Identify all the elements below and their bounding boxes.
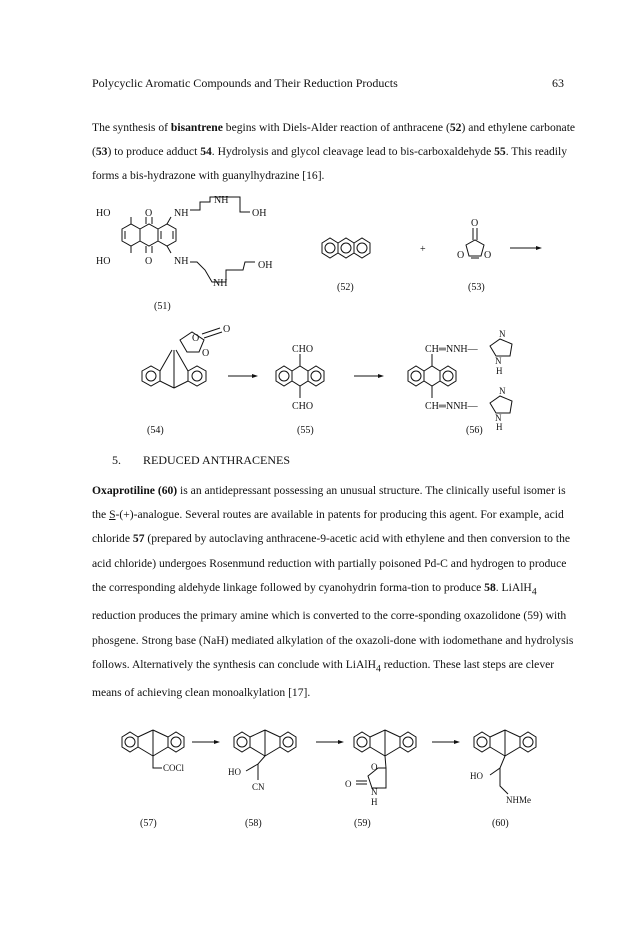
atom-ho-60: HO: [470, 771, 483, 781]
structure-51: [96, 195, 272, 312]
compound-label-59: (59): [354, 818, 371, 829]
atom-oh-bottom: OH: [258, 260, 273, 271]
atom-o-top: O: [145, 208, 153, 219]
atom-cho-bottom-55: CHO: [292, 401, 314, 412]
atom-ho-bottom: HO: [96, 256, 111, 267]
section-number: 5.: [112, 453, 121, 467]
atom-hydrazone-bottom-56: CH═NNH—: [425, 401, 478, 412]
section-title: REDUCED ANTHRACENES: [143, 453, 291, 467]
term-oxaprotiline: Oxaprotiline: [92, 484, 155, 497]
structure-56: [408, 329, 512, 436]
atom-cn-58: CN: [252, 782, 265, 792]
compound-label-58: (58): [245, 818, 262, 829]
scheme-bisantrene: [0, 190, 624, 450]
compound-label-51: (51): [154, 301, 171, 312]
stereo-descriptor: S: [109, 508, 116, 522]
atom-o-ring-bottom-54: O: [202, 348, 210, 359]
scheme-oxaprotiline: [0, 715, 624, 835]
structure-58: [228, 730, 296, 829]
term-bisantrene: bisantrene: [170, 121, 223, 134]
atom-n-59: N: [371, 787, 378, 797]
atom-cocl-57: COCl: [163, 763, 185, 773]
atom-o-ring-59: O: [371, 762, 378, 772]
structure-59: [345, 730, 416, 829]
atom-nh-bottom: NH: [174, 256, 189, 267]
arrow-head-1: [536, 246, 542, 250]
atom-n-h-top-56: N: [495, 356, 502, 366]
compound-label-55: (55): [297, 425, 314, 436]
atom-o-carbonyl-53: O: [471, 218, 479, 229]
atom-o-left-53: O: [457, 250, 465, 261]
atom-n-top-56: N: [499, 329, 506, 339]
running-header-title: Polycyclic Aromatic Compounds and Their Reduction Products: [92, 76, 398, 90]
structure-54: [142, 324, 230, 436]
atom-o-bottom: O: [145, 256, 153, 267]
section-heading: [112, 453, 290, 468]
paragraph-oxaprotiline: Oxaprotiline (60) is an antidepressant possessing an unusual structure. The clinically useful isomer is the S-(+)-analogue. Several routes are available in patents for producing this agent. For example, acid chloride 57 (prepared by autoclaving anthracene-9-acetic acid with ethylene and then conversion to the acid chloride) undergoes Rosenmund reduction with partially poisoned Pd-C and hydrogen to produce the corresponding aldehyde linkage followed by cyanohydrin forma-tion to produce 58. LiAlH$_4$ reduction produces the primary amine which is converted to the corre-sponding oxazolidone (59) with phosgene. Strong base (NaH) mediated alkylation of the oxazoli-done with iodomethane and hydrolysis follows. Alternatively the synthesis can conclude with LiAlH$_4$ reduction. These last steps are clever means of achieving clean monoalkylation [17].: [92, 484, 574, 700]
atom-oh-top: OH: [252, 208, 267, 219]
atom-ho-58: HO: [228, 767, 241, 777]
structure-55: [276, 344, 324, 436]
atom-o-right-53: O: [484, 250, 492, 261]
page-number: 63: [552, 76, 564, 90]
atom-nh-chain-bottom: NH: [213, 278, 228, 289]
atom-nhme-60: NHMe: [506, 795, 531, 805]
atom-h-top-56: H: [496, 366, 503, 376]
atom-o-carbonyl-59: O: [345, 779, 352, 789]
atom-ho-top: HO: [96, 208, 111, 219]
compound-label-52: (52): [337, 282, 354, 293]
compound-label-53: (53): [468, 282, 485, 293]
structure-52: [322, 238, 370, 293]
structure-60: [470, 730, 536, 829]
atom-h-bottom-56: H: [496, 422, 503, 432]
structure-53: [457, 218, 491, 293]
atom-h-59: H: [371, 797, 378, 807]
plus-sign: +: [420, 244, 426, 255]
atom-hydrazone-top-56: CH═NNH—: [425, 344, 478, 355]
compound-label-56: (56): [466, 425, 483, 436]
atom-nh-chain-top: NH: [214, 195, 229, 206]
atom-o-carbonyl-54: O: [223, 324, 231, 335]
atom-n-h-bottom-56: N: [495, 413, 502, 423]
compound-label-54: (54): [147, 425, 164, 436]
paragraph-bisantrene-synthesis: The synthesis of bisantrene begins with Diels-Alder reaction of anthracene (52) and ethylene carbonate (53) to produce adduct 54. Hydrolysis and glycol cleavage lead to bis-carboxaldehyde 55. This readily forms a bis-hydrazone with guanylhydrazine [16].: [92, 121, 576, 183]
structure-57: [122, 730, 185, 829]
atom-o-ring-top-54: O: [192, 333, 200, 344]
atom-cho-top-55: CHO: [292, 344, 314, 355]
atom-n-bottom-56: N: [499, 386, 506, 396]
compound-label-57: (57): [140, 818, 157, 829]
atom-nh-top: NH: [174, 208, 189, 219]
compound-label-60: (60): [492, 818, 509, 829]
